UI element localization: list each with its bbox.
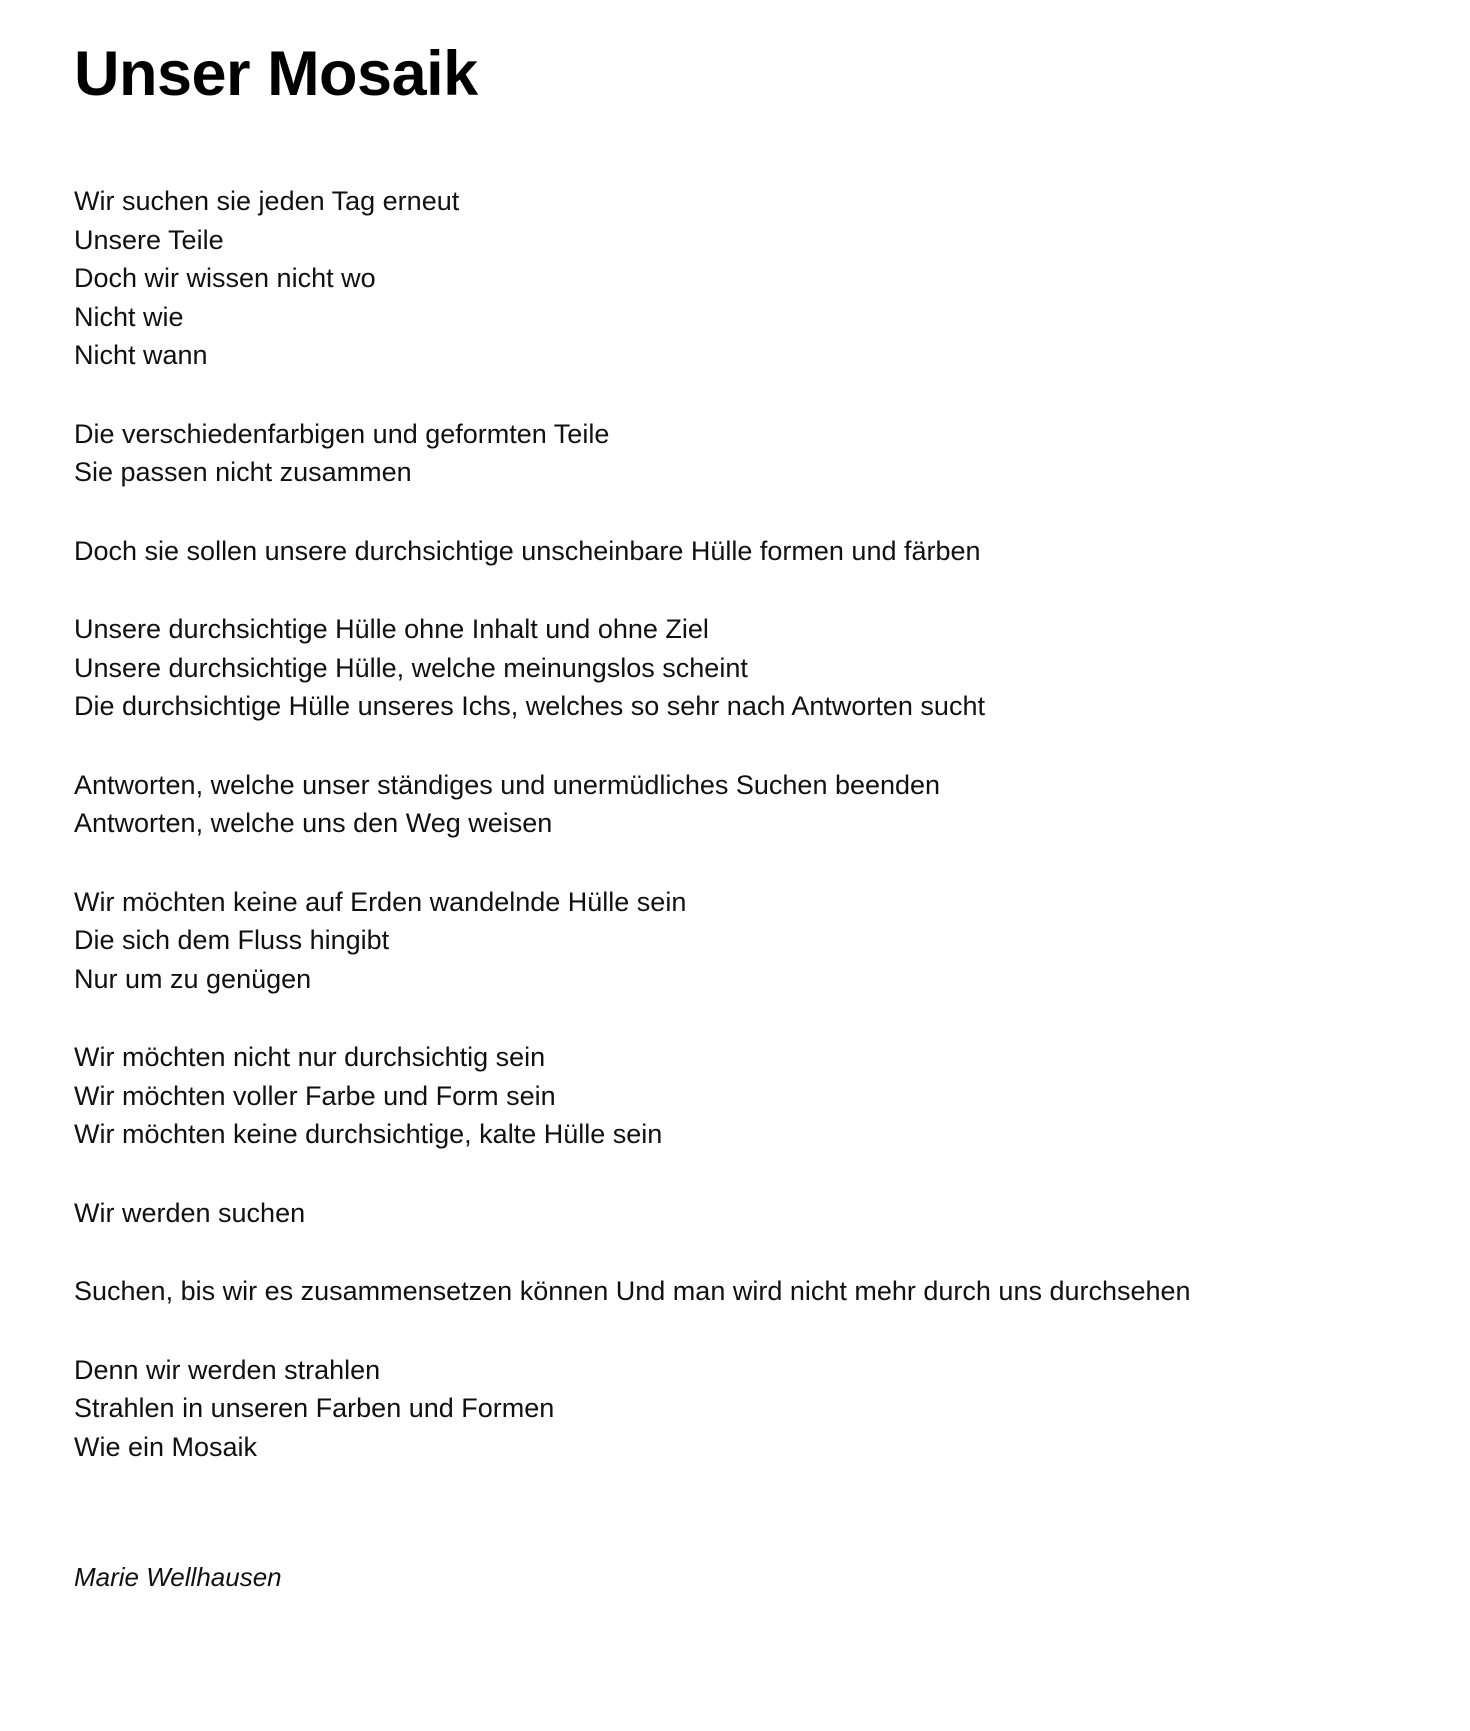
poem-stanza — [74, 1038, 1400, 1154]
poem-line: Sie passen nicht zusammen — [74, 457, 412, 488]
poem-line: Suchen, bis wir es zusammensetzen können Und man wird nicht mehr durch uns durchsehen — [74, 1276, 1191, 1307]
poem-stanza — [74, 1351, 1400, 1467]
poem-line: Denn wir werden strahlen — [74, 1354, 381, 1385]
author-name: Marie Wellhausen — [74, 1562, 282, 1593]
poem-stanza — [74, 610, 1400, 726]
poem-line: Nur um zu genügen — [74, 963, 312, 994]
poem-line: Doch wir wissen nicht wo — [74, 263, 376, 294]
page-title: Unser Mosaik — [74, 39, 478, 109]
poem-stanza — [74, 415, 1400, 492]
poem-line: Wir möchten nicht nur durchsichtig sein — [74, 1042, 546, 1073]
poem-stanza — [74, 1272, 1400, 1311]
poem-line: Die durchsichtige Hülle unseres Ichs, welches so sehr nach Antworten sucht — [74, 691, 985, 722]
poem-stanza — [74, 883, 1400, 999]
poem-line: Wir möchten keine durchsichtige, kalte Hülle sein — [74, 1119, 663, 1150]
poem-line: Unsere Teile — [74, 224, 224, 255]
poem-line: Wir werden suchen — [74, 1197, 306, 1228]
poem-body — [74, 182, 1400, 1466]
poem-line: Unsere durchsichtige Hülle, welche meinungslos scheint — [74, 652, 748, 683]
poem-stanza — [74, 766, 1400, 843]
poem-line: Doch sie sollen unsere durchsichtige unscheinbare Hülle formen und färben — [74, 535, 981, 566]
poem-line: Wie ein Mosaik — [74, 1431, 258, 1462]
poem-line: Nicht wie — [74, 301, 184, 332]
poem-line: Die sich dem Fluss hingibt — [74, 925, 390, 956]
poem-line: Antworten, welche unser ständiges und unermüdliches Suchen beenden — [74, 769, 941, 800]
poem-line: Strahlen in unseren Farben und Formen — [74, 1393, 555, 1424]
poem-line: Unsere durchsichtige Hülle ohne Inhalt und ohne Ziel — [74, 614, 709, 645]
poem-line: Wir möchten keine auf Erden wandelnde Hülle sein — [74, 886, 687, 917]
poem-line: Die verschiedenfarbigen und geformten Teile — [74, 418, 610, 449]
poem-stanza — [74, 182, 1400, 375]
poem-stanza — [74, 1194, 1400, 1233]
poem-line: Wir möchten voller Farbe und Form sein — [74, 1080, 556, 1111]
poem-stanza — [74, 532, 1400, 571]
poem-line: Nicht wann — [74, 340, 208, 371]
poem-line: Antworten, welche uns den Weg weisen — [74, 808, 553, 839]
poem-line: Wir suchen sie jeden Tag erneut — [74, 186, 460, 217]
